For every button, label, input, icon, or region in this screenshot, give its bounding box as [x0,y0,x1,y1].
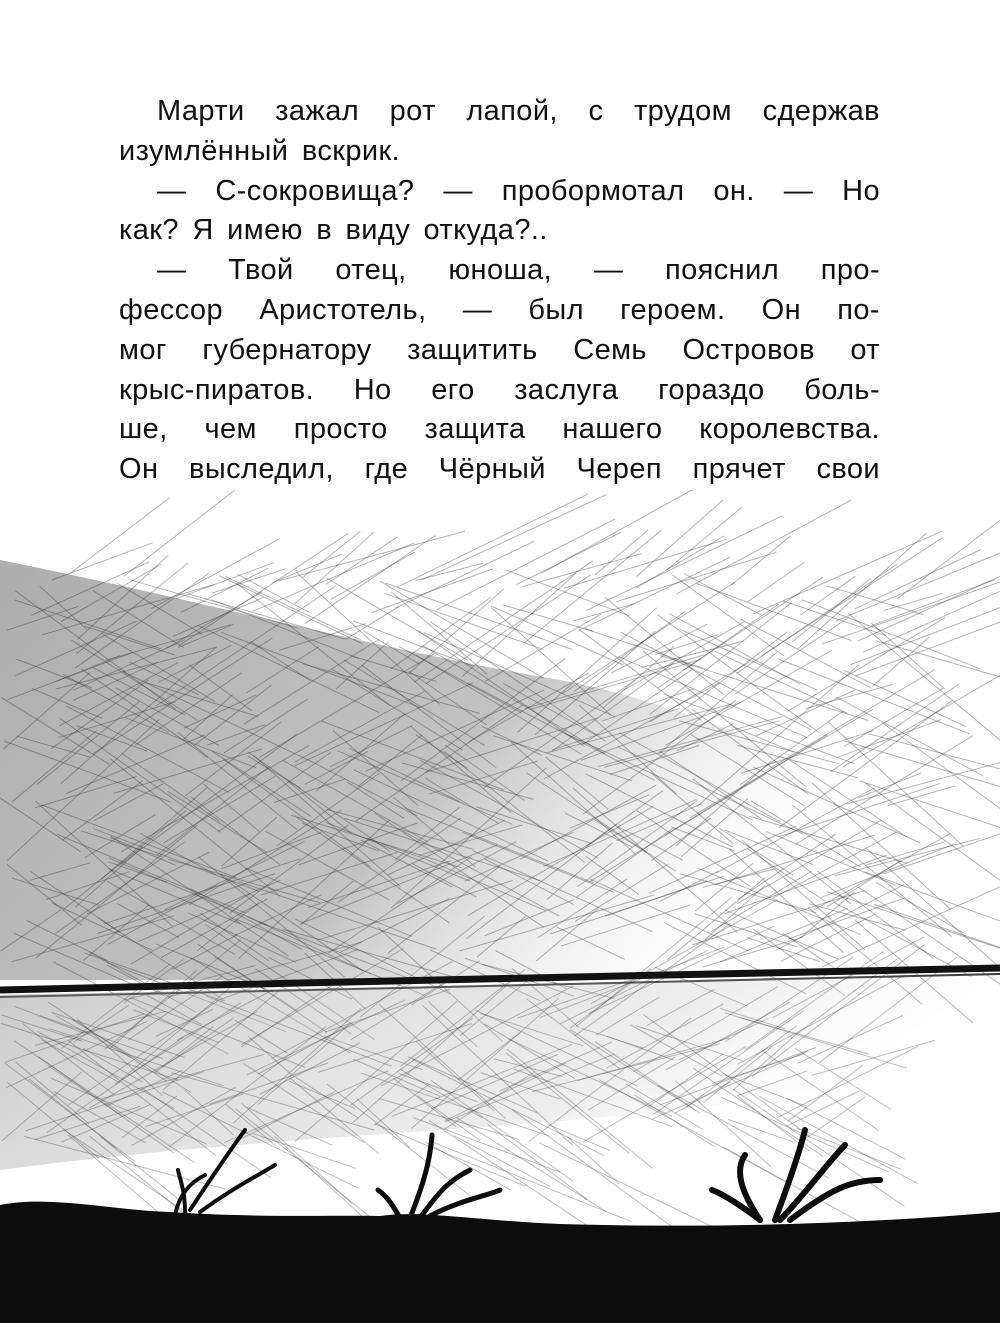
hatch-stroke [326,537,397,584]
hatch-stroke [802,600,980,669]
hatch-stroke [124,490,244,576]
hatch-stroke [858,557,1000,641]
hatch-stroke [683,577,823,670]
hatch-stroke [617,552,777,601]
page-text [119,92,880,490]
hatch-stroke [876,641,1000,681]
hatch-stroke [733,1089,904,1206]
palm-middle [378,1135,500,1218]
palm-right [712,1130,880,1220]
hatch-stroke [595,530,648,575]
hatch-stroke [274,1136,363,1217]
hatch-stroke [684,574,760,615]
hatch-stroke [830,684,959,772]
text-line: — Твой отец, юноша, — пояснил про- [157,254,880,287]
text-line: изумлённый вскрик. [119,134,401,167]
hatch-stroke [237,574,309,612]
text-line: Он выследил, где Чёрный Череп прячет свои [119,453,880,486]
hatch-stroke [787,618,945,712]
hatch-stroke [748,562,805,602]
hatch-stroke [431,1141,631,1221]
text-line: крыс-пиратов. Но его заслуга гораздо боль- [119,373,880,406]
hatch-stroke [346,606,400,639]
text-line: как? Я имею в виду откуда?.. [119,214,548,247]
text-line: Марти зажал рот лапой, с трудом сдержав [157,95,880,127]
hatch-stroke [884,593,942,610]
hatch-stroke [397,494,588,587]
hatch-stroke [396,541,535,608]
paragraph-1 [119,92,880,172]
hatch-stroke [151,539,278,608]
paragraph-2 [119,172,880,252]
hatch-stroke [548,1125,610,1151]
hatch-stroke [488,1125,587,1200]
hatch-stroke [512,1110,676,1230]
hatch-stroke [506,570,629,616]
text-line: фессор Аристотель, — был героем. Он по- [119,293,880,326]
hatch-stroke [677,500,851,594]
hatch-stroke [574,611,686,691]
hatch-stroke [70,498,169,574]
hatch-stroke [414,561,593,682]
hatch-stroke [278,531,465,580]
hatch-stroke [374,1124,525,1187]
ground-silhouette [0,1202,1000,1323]
hatch-stroke [836,697,983,776]
hatch-stroke [586,516,782,611]
text-line: ше, чем просто защита нашего королевства. [119,413,880,446]
hatch-stroke [759,1096,917,1183]
hatch-stroke [579,557,731,631]
hatch-stroke [888,786,956,806]
hatch-stroke [855,618,1000,675]
hatch-stroke [765,670,934,771]
hatch-stroke [850,592,1000,664]
hatch-stroke [792,579,870,642]
text-line: мог губернатору защитить Семь Островов от [119,333,880,366]
hatch-stroke [605,597,723,694]
hatch-stroke [524,530,661,643]
hatch-stroke [871,580,995,626]
text-line: — С-сокровища? — пробормотал он. — Но [157,174,880,207]
sea-illustration [0,490,1000,1323]
paragraph-3 [119,251,880,490]
hatch-stroke [735,618,848,694]
